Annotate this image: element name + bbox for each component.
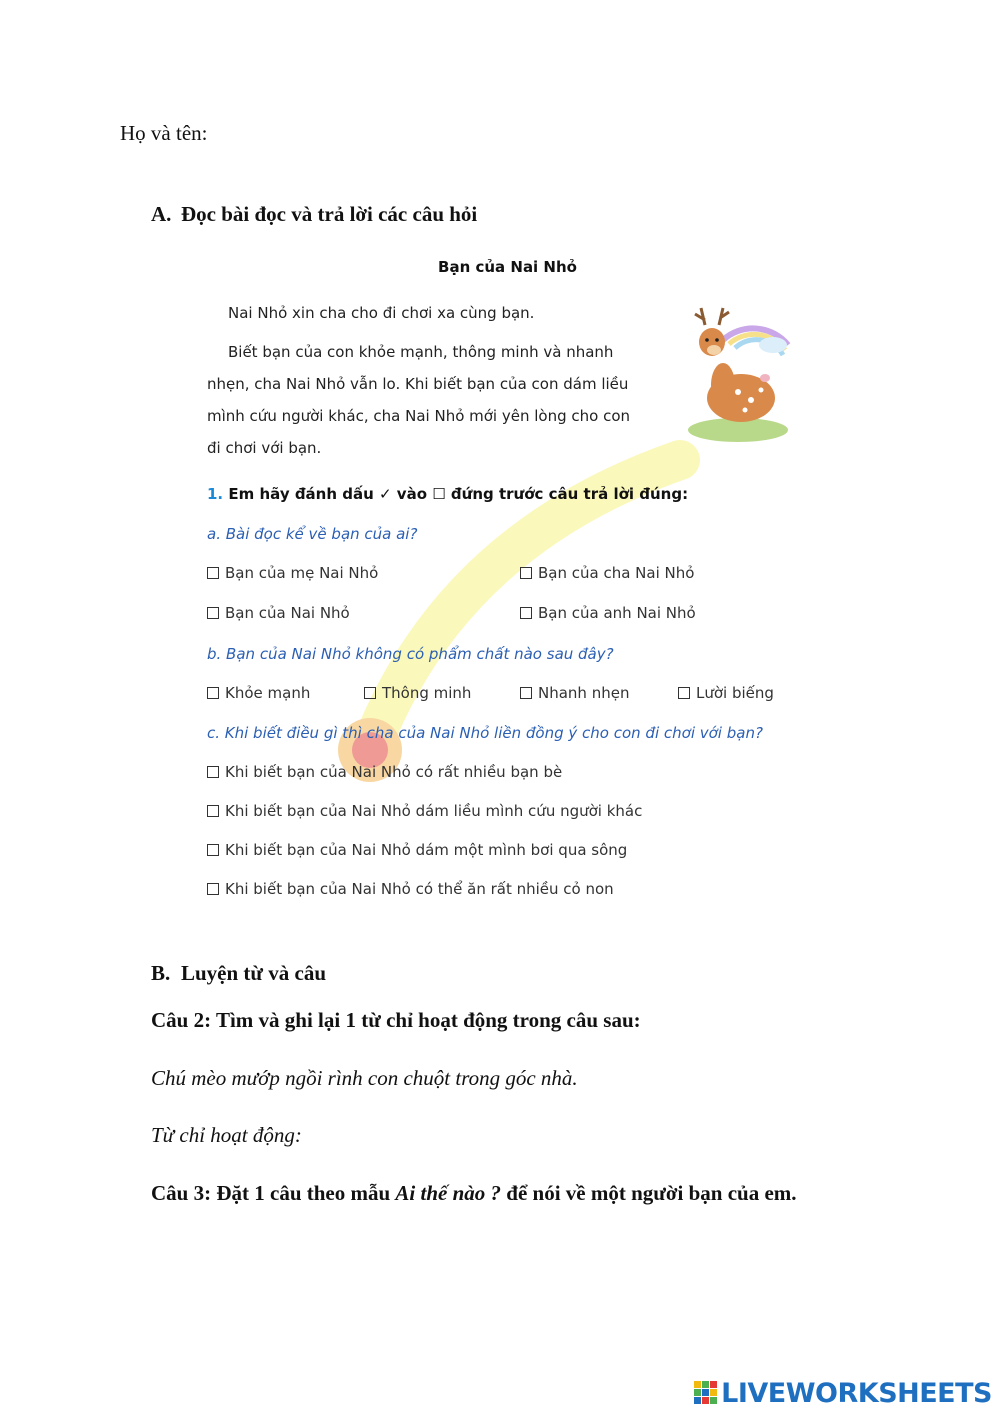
option-label: Khi biết bạn của Nai Nhỏ dám một mình bơi qua sông — [225, 841, 628, 859]
question-c-option-1[interactable] — [207, 763, 562, 781]
checkbox[interactable] — [207, 883, 219, 895]
option-label: Bạn của anh Nai Nhỏ — [538, 604, 696, 622]
question-c-option-3[interactable] — [207, 841, 627, 859]
question-3-label — [151, 1181, 797, 1206]
question-2-sentence: Chú mèo mướp ngồi rình con chuột trong góc nhà. — [151, 1066, 578, 1090]
question-2-answer-label[interactable]: Từ chỉ hoạt động: — [151, 1123, 302, 1147]
question-b-option-2[interactable] — [364, 684, 471, 702]
question-a-option-4[interactable] — [520, 604, 696, 622]
story-paragraph-1: Nai Nhỏ xin cha cho đi chơi xa cùng bạn. — [228, 304, 535, 322]
option-label: Bạn của cha Nai Nhỏ — [538, 564, 695, 582]
section-a-title-text: Đọc bài đọc và trả lời các câu hỏi — [181, 202, 478, 226]
option-label: Nhanh nhẹn — [538, 684, 630, 702]
question-1 — [207, 485, 688, 503]
question-c-option-4[interactable] — [207, 880, 614, 898]
checkbox[interactable] — [207, 607, 219, 619]
question-1-text: Em hãy đánh dấu ✓ vào ☐ đứng trước câu trả lời đúng: — [228, 485, 689, 503]
option-label: Khỏe mạnh — [225, 684, 311, 702]
question-b-option-1[interactable] — [207, 684, 310, 702]
checkbox[interactable] — [678, 687, 690, 699]
option-label: Khi biết bạn của Nai Nhỏ dám liều mình cứu người khác — [225, 802, 643, 820]
question-3-prefix: Câu 3: Đặt 1 câu theo mẫu — [151, 1181, 396, 1205]
story-paragraph-2-line-2: nhẹn, cha Nai Nhỏ vẫn lo. Khi biết bạn của con dám liều — [207, 375, 629, 393]
option-label: Thông minh — [382, 684, 472, 702]
section-b-number: B. — [151, 961, 171, 985]
option-label: Bạn của Nai Nhỏ — [225, 604, 350, 622]
question-3-suffix: để nói về một người bạn của em. — [501, 1181, 797, 1205]
checkbox[interactable] — [207, 687, 219, 699]
question-a-option-2[interactable] — [520, 564, 694, 582]
section-b-title-text: Luyện từ và câu — [181, 961, 327, 985]
section-a-title — [151, 202, 477, 227]
question-c-option-2[interactable] — [207, 802, 642, 820]
question-b-text: b. Bạn của Nai Nhỏ không có phẩm chất nào sau đây? — [207, 645, 614, 663]
question-2-label: Câu 2: Tìm và ghi lại 1 từ chỉ hoạt động trong câu sau: — [151, 1008, 641, 1032]
checkbox[interactable] — [207, 766, 219, 778]
story-paragraph-2-line-4: đi chơi với bạn. — [207, 439, 322, 457]
question-a-option-3[interactable] — [207, 604, 350, 622]
liveworksheets-brand: LIVEWORKSHEETS — [721, 1377, 992, 1409]
question-1-number: 1. — [207, 485, 224, 503]
checkbox[interactable] — [364, 687, 376, 699]
option-label: Khi biết bạn của Nai Nhỏ có rất nhiều bạn bè — [225, 763, 563, 781]
checkbox[interactable] — [520, 687, 532, 699]
story-paragraph-2-line-3: mình cứu người khác, cha Nai Nhỏ mới yên lòng cho con — [207, 407, 631, 425]
section-a-number: A. — [151, 202, 172, 226]
liveworksheets-logo — [693, 1376, 992, 1410]
option-label: Khi biết bạn của Nai Nhỏ có thể ăn rất nhiều cỏ non — [225, 880, 614, 898]
name-label: Họ và tên: — [120, 121, 208, 145]
section-b-title — [151, 961, 326, 986]
question-b-option-4[interactable] — [678, 684, 774, 702]
question-b-option-3[interactable] — [520, 684, 629, 702]
story-paragraph-2-line-1: Biết bạn của con khỏe mạnh, thông minh và nhanh — [228, 343, 614, 361]
question-a-text: a. Bài đọc kể về bạn của ai? — [207, 525, 418, 543]
option-label: Lười biếng — [696, 684, 774, 702]
question-3-pattern: Ai thế nào ? — [395, 1181, 502, 1205]
checkbox[interactable] — [520, 607, 532, 619]
story-title: Bạn của Nai Nhỏ — [438, 258, 577, 276]
question-c-text: c. Khi biết điều gì thì cha của Nai Nhỏ liền đồng ý cho con đi chơi với bạn? — [207, 724, 763, 742]
question-a-option-1[interactable] — [207, 564, 378, 582]
option-label: Bạn của mẹ Nai Nhỏ — [225, 564, 379, 582]
checkbox[interactable] — [520, 567, 532, 579]
checkbox[interactable] — [207, 805, 219, 817]
checkbox[interactable] — [207, 844, 219, 856]
liveworksheets-icon — [693, 1380, 719, 1406]
checkbox[interactable] — [207, 567, 219, 579]
